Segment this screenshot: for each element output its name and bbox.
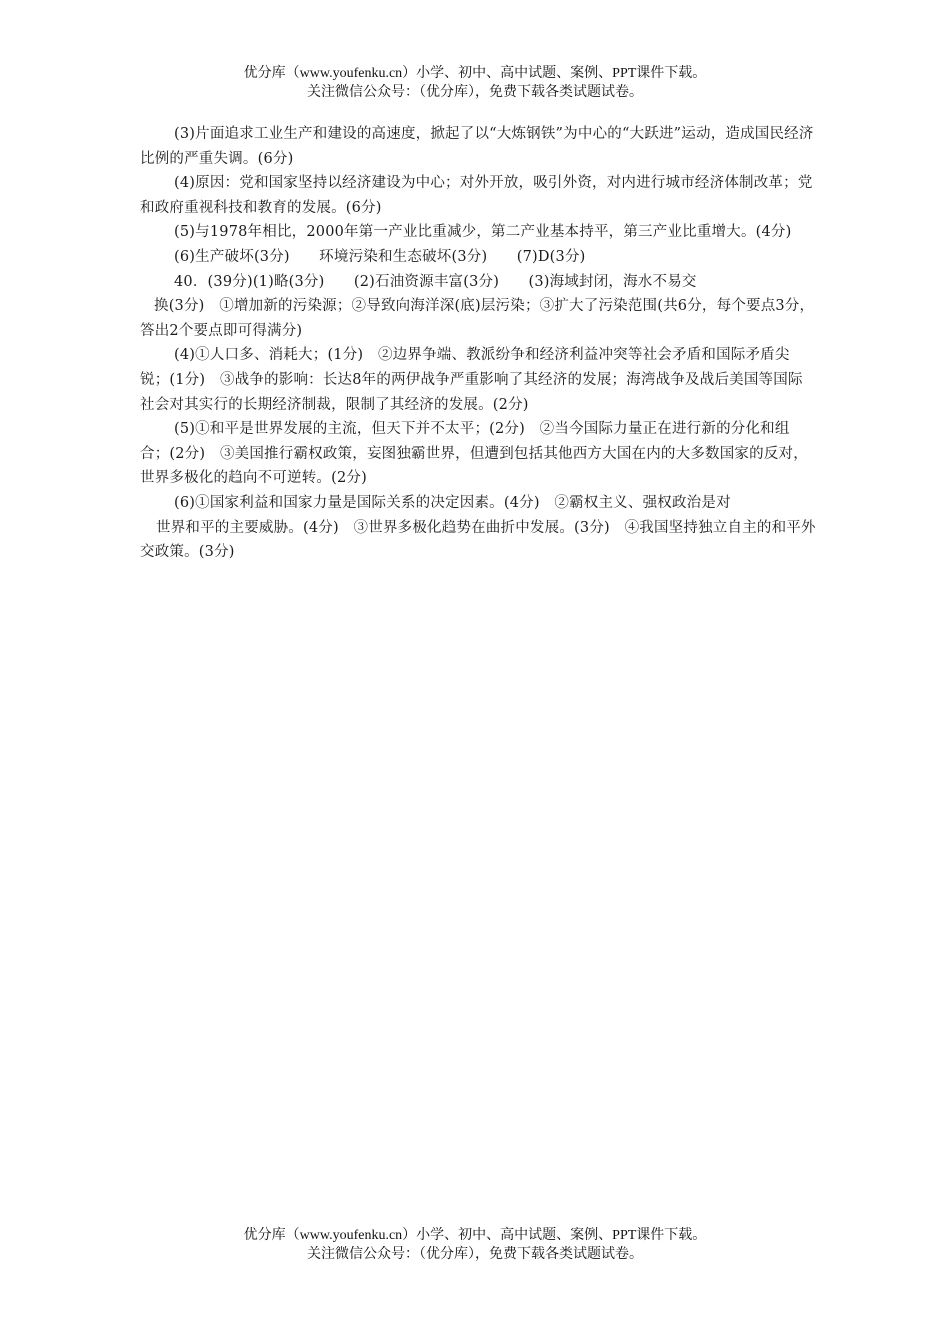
footer-wechat-line: 关注微信公众号：（优分库），免费下载各类试题试卷。 <box>307 1247 643 1262</box>
question-40-part-6: (6)①国家利益和国家力量是国际关系的决定因素。(4分) ②霸权主义、强权政治是对 <box>174 494 731 511</box>
answer-paragraph-5: (5)与1978年相比，2000年第一产业比重减少，第二产业基本持平，第三产业比重增大。(4分) <box>174 224 792 241</box>
answer-content <box>140 122 816 565</box>
question-40-part-4: (4)①人口多、消耗大；(1分) ②边界争端、教派纷争和经济利益冲突等社会矛盾和国际矛盾尖锐；(1分) ③战争的影响：长达8年的两伊战争严重影响了其经济的发展；海湾战争及战后美国等国际社会对其实行的长期经济制裁，限制了其经济的发展。(2分) <box>140 347 803 413</box>
question-40-part-6-continued: 世界和平的主要威胁。(4分) ③世界多极化趋势在曲折中发展。(3分) ④我国坚持独立自主的和平外交政策。(3分) <box>140 519 816 561</box>
header-wechat-line: 关注微信公众号：（优分库），免费下载各类试题试卷。 <box>307 85 643 100</box>
question-40-part-3-continued: 换(3分) ①增加新的污染源；②导致向海洋深(底)层污染；③扩大了污染范围(共6分，每个要点3分，答出2个要点即可得满分) <box>140 298 815 339</box>
header-site-line: 优分库（www.youfenku.cn）小学、初中、高中试题、案例、PPT课件下载。 <box>243 66 707 81</box>
question-40-header: 40．(39分)(1)略(3分) (2)石油资源丰富(3分) (3)海域封闭，海水不易交 <box>174 273 697 290</box>
footer-site-line: 优分库（www.youfenku.cn）小学、初中、高中试题、案例、PPT课件下载。 <box>243 1228 707 1243</box>
page-header <box>0 64 950 102</box>
answer-paragraph-3: (3)片面追求工业生产和建设的高速度，掀起了以“大炼钢铁”为中心的“大跃进”运动，造成国民经济比例的严重失调。(6分) <box>140 126 814 167</box>
page-footer <box>0 1226 950 1264</box>
question-40-part-5: (5)①和平是世界发展的主流，但天下并不太平；(2分) ②当今国际力量正在进行新的分化和组合；(2分) ③美国推行霸权政策，妄图独霸世界，但遭到包括其他西方大国在内的大多数国家的反对，世界多极化的趋向不可逆转。(2分) <box>140 421 808 487</box>
answer-paragraph-6-7: (6)生产破坏(3分) 环境污染和生态破坏(3分) (7)D(3分) <box>174 248 586 265</box>
answer-paragraph-4: (4)原因：党和国家坚持以经济建设为中心；对外开放，吸引外资，对内进行城市经济体制改革；党和政府重视科技和教育的发展。(6分) <box>140 175 813 216</box>
